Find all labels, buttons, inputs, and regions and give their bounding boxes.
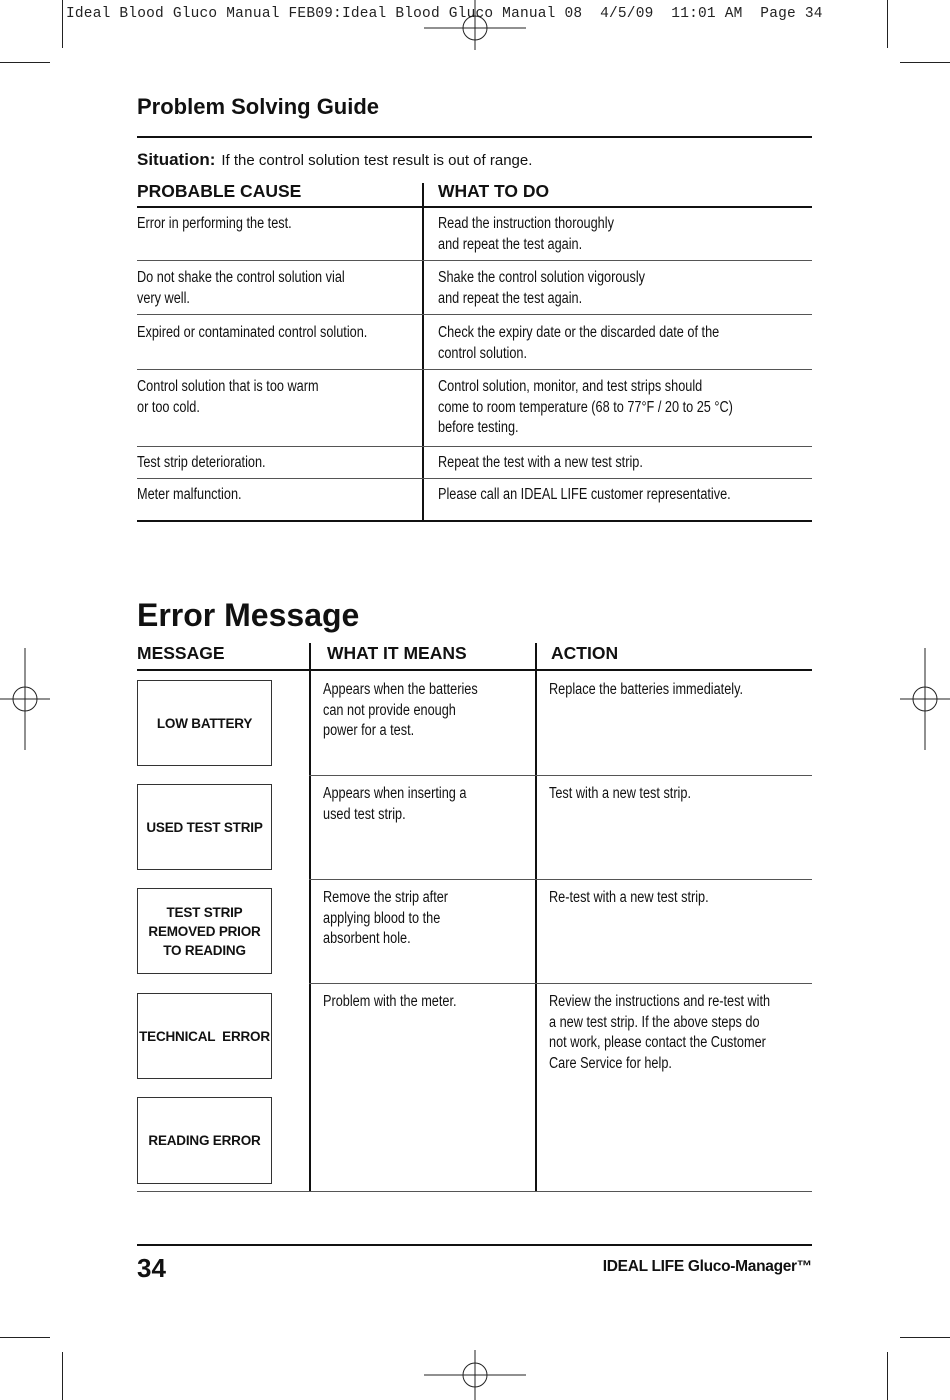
row-divider xyxy=(137,314,812,315)
registration-mark-icon xyxy=(424,1350,526,1400)
column-divider xyxy=(422,183,424,521)
row-divider xyxy=(137,478,812,479)
col-header-action: ACTION xyxy=(551,643,619,663)
what-to-do-cell: Repeat the test with a new test strip. xyxy=(438,454,643,471)
crop-mark xyxy=(0,62,50,63)
error-display-box: USED TEST STRIP xyxy=(137,784,272,870)
action-cell: Test with a new test strip. xyxy=(549,785,691,802)
crop-mark xyxy=(900,1337,950,1338)
crop-mark xyxy=(887,1352,888,1400)
probable-cause-cell: Expired or contaminated control solution. xyxy=(137,324,368,341)
col-header-todo: WHAT TO DO xyxy=(438,181,550,201)
error-display-box: TEST STRIP REMOVED PRIOR TO READING xyxy=(137,888,272,974)
what-it-means-cell: Remove the strip after applying blood to the absorbent hole. xyxy=(323,889,449,947)
action-cell: Re-test with a new test strip. xyxy=(549,889,709,906)
crop-mark xyxy=(62,0,63,48)
what-to-do-cell: Read the instruction thoroughly and repeat the test again. xyxy=(438,215,614,253)
what-it-means-cell: Appears when inserting a used test strip. xyxy=(323,785,467,823)
what-it-means-cell: Appears when the batteries can not provide enough power for a test. xyxy=(323,681,478,739)
probable-cause-cell: Test strip deterioration. xyxy=(137,454,266,471)
footer-brand: IDEAL LIFE Gluco-Manager™ xyxy=(602,1258,812,1275)
footer-rule xyxy=(137,1244,812,1246)
situation-text: If the control solution test result is out of range. xyxy=(221,152,533,169)
row-divider xyxy=(309,983,812,984)
col-header-message: MESSAGE xyxy=(137,643,225,663)
row-divider xyxy=(137,369,812,370)
what-to-do-cell: Check the expiry date or the discarded date of the control solution. xyxy=(438,324,720,362)
error-display-box: READING ERROR xyxy=(137,1097,272,1184)
column-divider xyxy=(309,643,311,1192)
error-message-title: Error Message xyxy=(137,597,360,633)
column-divider xyxy=(535,643,537,1192)
error-bottom-rule xyxy=(137,1191,812,1192)
row-divider xyxy=(137,260,812,261)
table-bottom-rule xyxy=(137,520,812,522)
crop-mark xyxy=(62,1352,63,1400)
title-rule xyxy=(137,136,812,138)
registration-mark-icon xyxy=(0,648,50,750)
error-header-rule xyxy=(137,669,812,671)
error-display-box: LOW BATTERY xyxy=(137,680,272,766)
row-divider xyxy=(309,879,812,880)
what-to-do-cell: Shake the control solution vigorously and repeat the test again. xyxy=(438,269,646,307)
row-divider xyxy=(309,775,812,776)
print-slug: Ideal Blood Gluco Manual FEB09:Ideal Blood Gluco Manual 08 4/5/09 11:01 AM Page 34 xyxy=(66,6,823,22)
probable-cause-cell: Control solution that is too warm or too cold. xyxy=(137,378,319,416)
header-rule xyxy=(137,206,812,208)
registration-mark-icon xyxy=(424,0,526,50)
crop-mark xyxy=(900,62,950,63)
probable-cause-cell: Meter malfunction. xyxy=(137,486,242,503)
what-to-do-cell: Please call an IDEAL LIFE customer representative. xyxy=(438,486,731,503)
situation-label: Situation: xyxy=(137,150,216,169)
what-it-means-cell: Problem with the meter. xyxy=(323,993,457,1010)
problem-guide-title: Problem Solving Guide xyxy=(137,94,380,119)
col-header-cause: PROBABLE CAUSE xyxy=(137,181,302,201)
error-display-box: TECHNICAL ERROR xyxy=(137,993,272,1079)
action-cell: Review the instructions and re-test with a new test strip. If the above steps do not work, please contact the Customer Care Service for help. xyxy=(549,993,771,1072)
crop-mark xyxy=(0,1337,50,1338)
crop-mark xyxy=(887,0,888,48)
probable-cause-cell: Error in performing the test. xyxy=(137,215,292,232)
what-to-do-cell: Control solution, monitor, and test strips should come to room temperature (68 to 77°F / 20 to 25 °C) before testing. xyxy=(438,378,733,436)
situation-line xyxy=(137,150,532,170)
col-header-means: WHAT IT MEANS xyxy=(327,643,467,663)
probable-cause-cell: Do not shake the control solution vial very well. xyxy=(137,269,345,307)
page-number: 34 xyxy=(137,1253,166,1283)
registration-mark-icon xyxy=(900,648,950,750)
action-cell: Replace the batteries immediately. xyxy=(549,681,744,698)
row-divider xyxy=(137,446,812,447)
